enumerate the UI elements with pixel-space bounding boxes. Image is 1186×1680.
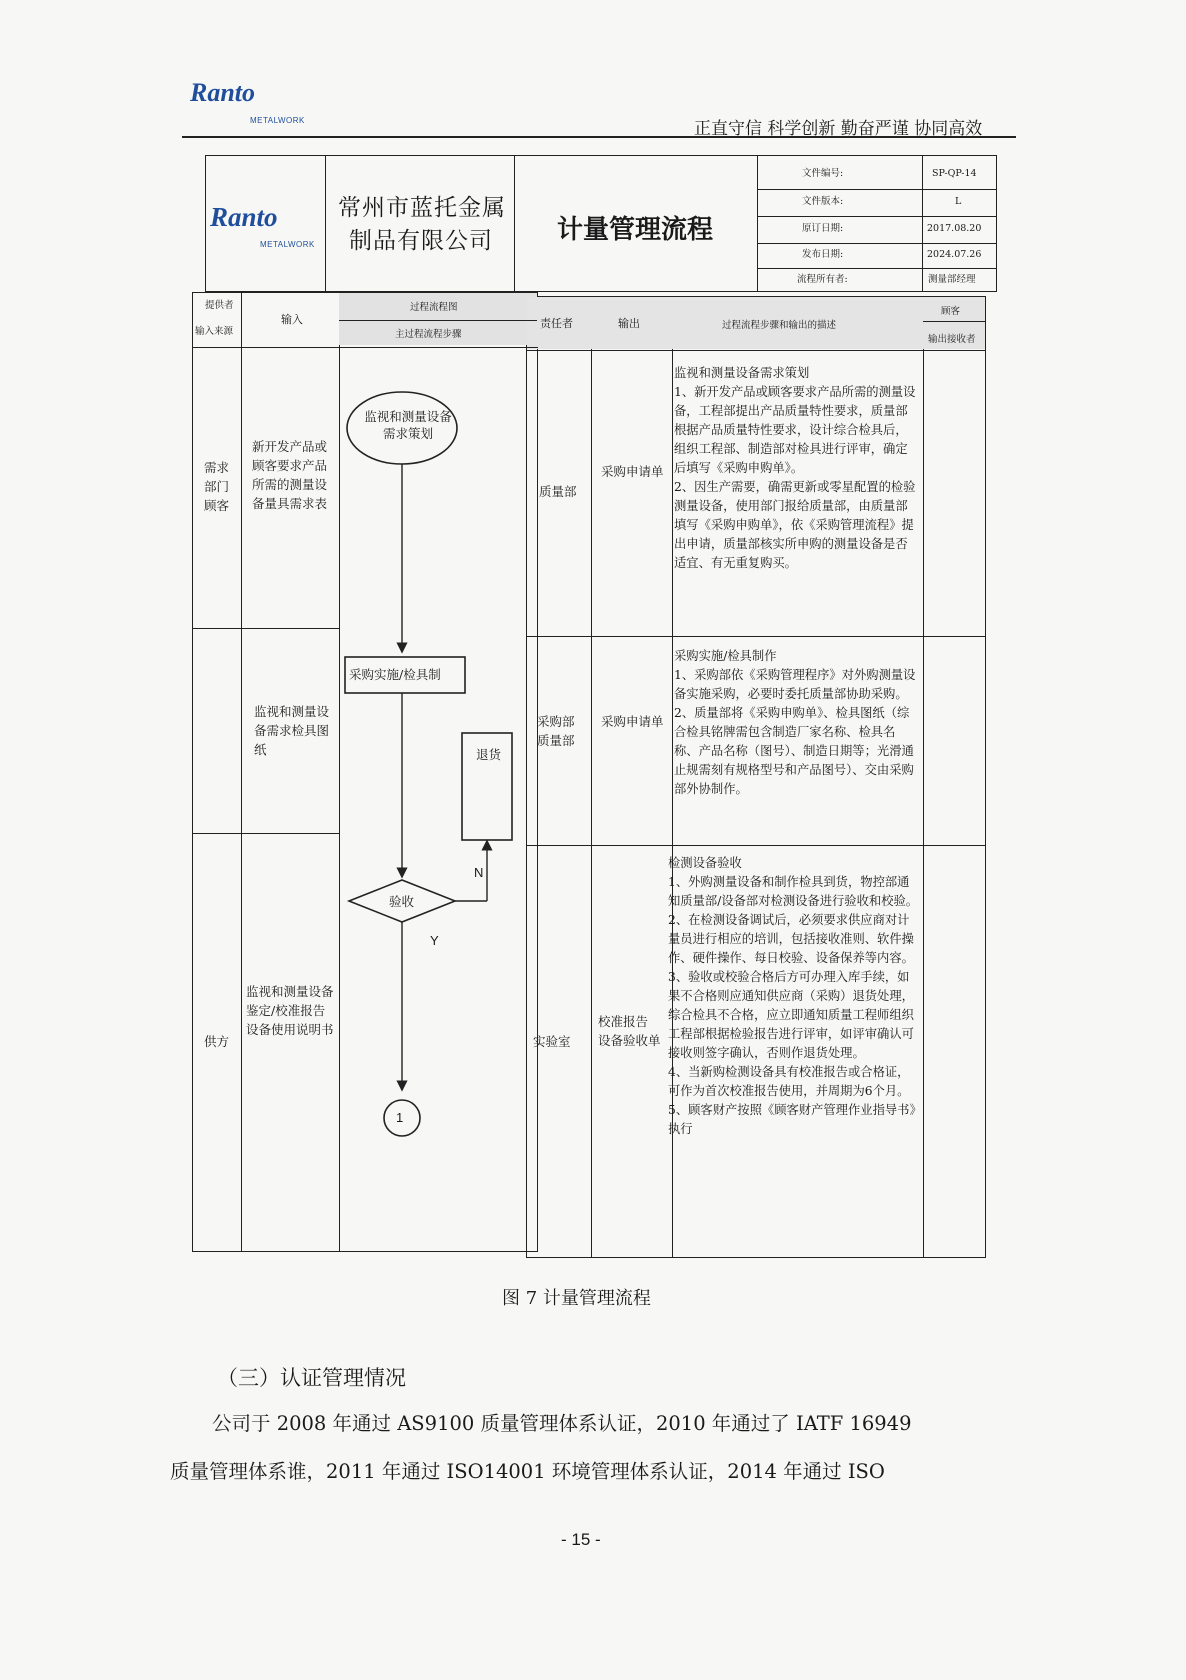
header-logo: Ranto xyxy=(190,78,256,107)
flowchart xyxy=(340,348,526,1252)
paragraph-line1: 公司于 2008 年通过 AS9100 质量管理体系认证，2010 年通过了 IATF 16949 xyxy=(212,1412,912,1435)
meta-label: 文件版本: xyxy=(802,196,844,207)
figure-caption: 图 7 计量管理流程 xyxy=(502,1288,651,1309)
meta-label: 原订日期: xyxy=(802,223,844,234)
row3-description: 检测设备验收 1、外购测量设备和制作检具到货，物控部通知质量部/设备部对检测设备进行验收和校验。 2、在检测设备调试后，必须要求供应商对计量员进行相应的培训，包括接收准则、软件操作、硬件操作、每日校验、设备保养等内容。 3、验收或校验合格后方可办理入库手续，如果不合格则应通知供应商（采购）退货处理，综合检具不合格，应立即通知质量工程师组织工程部根据检验报告进行评审，如评审确认可接收则签字确认，否则作退货处理。 4、当新购检测设备具有校准报告或合格证，可作为首次校准报告使用，并周期为6个月。 5、顾客财产按照《顾客财产管理作业指导书》执行 xyxy=(668,856,919,1136)
header-main-steps: 主过程流程步骤 xyxy=(395,329,462,340)
header-rule xyxy=(182,136,1016,138)
row3-responsible: 实验室 xyxy=(533,1034,571,1049)
meta-value: 2017.08.20 xyxy=(927,223,982,234)
flow-no-label: N xyxy=(474,865,484,880)
flow-decision-label: 验收 xyxy=(389,894,415,909)
header-output-receiver: 输出接收者 xyxy=(928,334,976,345)
row3-provider: 供方 xyxy=(204,1034,230,1049)
header-slogan: 正直守信 科学创新 勤奋严谨 协同高效 xyxy=(694,119,983,139)
page-number: - 15 - xyxy=(561,1530,601,1549)
meta-label: 发布日期: xyxy=(802,249,844,260)
header-customer: 顾客 xyxy=(941,306,961,317)
flow-connector-label: 1 xyxy=(396,1110,404,1125)
meta-label: 流程所有者: xyxy=(797,274,848,285)
row1-provider: 需求部门 顾客 xyxy=(204,460,230,513)
row3-output: 校准报告 设备验收单 xyxy=(598,1014,661,1048)
flow-start-label: 监视和测量设备需求策划 xyxy=(364,409,452,441)
flow-return-label: 退货 xyxy=(476,747,502,762)
company-name-line2: 制品有限公司 xyxy=(349,228,493,254)
row2-description: 采购实施/检具制作 1、采购部依《采购管理程序》对外购测量设备实施采购，必要时委托质量部协助采购。 2、质量部将《采购申购单》、检具图纸（综合检具铭牌需包含制造厂家名称、检具名称、产品名称（图号）、制造日期等；光滑通止规需刻有规格型号和产品图号）、交由采购部外协制作。 xyxy=(674,649,916,796)
header-logo-sub: METALWORK xyxy=(250,116,305,125)
flow-step-purchase-label: 采购实施/检具制 xyxy=(349,667,441,682)
row2-responsible: 采购部 质量部 xyxy=(537,714,575,748)
header-input: 输入 xyxy=(281,313,303,326)
meta-value: 2024.07.26 xyxy=(927,249,982,260)
meta-value: SP-QP-14 xyxy=(932,168,977,179)
header-description: 过程流程步骤和输出的描述 xyxy=(722,320,837,331)
row1-description: 监视和测量设备需求策划 1、新开发产品或顾客要求产品所需的测量设备，工程部提出产品质量特性要求，质量部根据产品质量特性要求，设计综合检具后，组织工程部、制造部对检具进行评审，确定后填写《采购申购单》。 2、因生产需要，确需更新或零星配置的检验测量设备，使用部门报给质量部，由质量部填写《采购申购单》，依《采购管理流程》提出申请，质量部核实所申购的测量设备是否适宜、有无重复购买。 xyxy=(674,366,916,570)
meta-label: 文件编号: xyxy=(802,168,844,179)
meta-value: L xyxy=(955,196,962,207)
row1-output: 采购申请单 xyxy=(601,464,664,479)
row1-responsible: 质量部 xyxy=(539,484,577,499)
header-provider-source: 输入来源 xyxy=(195,326,234,337)
row3-input: 监视和测量设备 鉴定/校准报告 设备使用说明书 xyxy=(246,984,334,1037)
doc-title: 计量管理流程 xyxy=(557,215,714,245)
meta-value: 测量部经理 xyxy=(928,274,976,285)
row2-input: 监视和测量设备需求检具图纸 xyxy=(254,704,330,757)
paragraph-line2: 质量管理体系谁，2011 年通过 ISO14001 环境管理体系认证，2014 年通过 ISO xyxy=(170,1460,885,1483)
doc-logo: Ranto xyxy=(210,202,278,232)
section-title: （三）认证管理情况 xyxy=(217,1366,406,1390)
header-output: 输出 xyxy=(618,317,640,330)
header-responsible: 责任者 xyxy=(540,317,573,330)
header-provider: 提供者 xyxy=(205,300,234,311)
row2-output: 采购申请单 xyxy=(601,714,664,729)
doc-logo-sub: METALWORK xyxy=(260,240,315,249)
flow-yes-label: Y xyxy=(430,933,439,948)
row1-input: 新开发产品或顾客要求产品所需的测量设备量具需求表 xyxy=(252,439,328,511)
company-name-line1: 常州市蓝托金属 xyxy=(338,195,506,221)
header-flowchart: 过程流程图 xyxy=(410,302,458,313)
